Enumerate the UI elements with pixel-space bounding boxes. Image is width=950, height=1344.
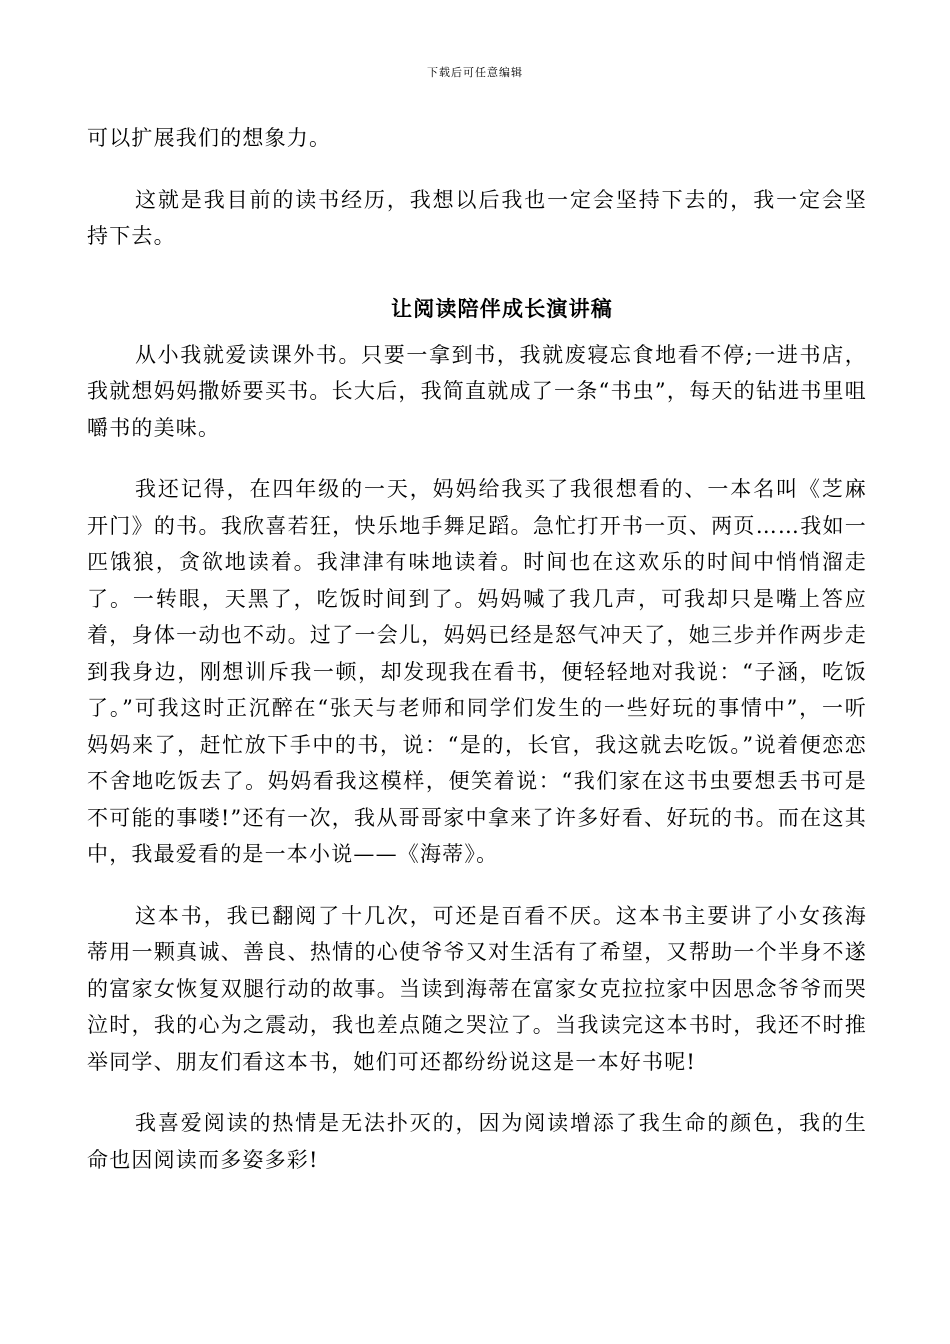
paragraph-continuation: 可以扩展我们的想象力。 [87,126,332,150]
page-header: 下载后可任意编辑 [427,66,523,79]
paragraph-4: 我喜爱阅读的热情是无法扑灭的，因为阅读增添了我生命的颜色，我的生命也因阅读而多姿多彩! [87,1111,867,1172]
paragraph-closing: 这就是我目前的读书经历，我想以后我也一定会坚持下去的，我一定会坚持下去。 [87,187,867,248]
speech-title: 让阅读陪伴成长演讲稿 [391,295,613,321]
paragraph-2: 我还记得，在四年级的一天，妈妈给我买了我很想看的、一本名叫《芝麻开门》的书。我欣喜若狂，快乐地手舞足蹈。急忙打开书一页、两页……我如一匹饿狼，贪欲地读着。我津津有味地读着。时间也在这欢乐的时间中悄悄溜走了。一转眼，天黑了，吃饭时间到了。妈妈喊了我几声，可我却只是嘴上答应着，身体一动也不动。过了一会儿，妈妈已经是怒气冲天了，她三步并作两步走到我身边，刚想训斥我一顿，却发现我在看书，便轻轻地对我说：“子涵，吃饭了。”可我这时正沉醉在“张天与老师和同学们发生的一些好玩的事情中”，一听妈妈来了，赶忙放下手中的书，说：“是的，长官，我这就去吃饭。”说着便恋恋不舍地吃饭去了。妈妈看我这模样，便笑着说：“我们家在这书虫要想丢书可是不可能的事喽!”还有一次，我从哥哥家中拿来了许多好看、好玩的书。而在这其中，我最爱看的是一本小说——《海蒂》。 [87,477,867,866]
paragraph-3: 这本书，我已翻阅了十几次，可还是百看不厌。这本书主要讲了小女孩海蒂用一颗真诚、善良、热情的心使爷爷又对生活有了希望，又帮助一个半身不遂的富家女恢复双腿行动的故事。当读到海蒂在富家女克拉拉家中因思念爷爷而哭泣时，我的心为之震动，我也差点随之哭泣了。当我读完这本书时，我还不时推举同学、朋友们看这本书，她们可还都纷纷说这是一本好书呢! [87,903,867,1074]
paragraph-1: 从小我就爱读课外书。只要一拿到书，我就废寝忘食地看不停;一进书店，我就想妈妈撒娇要买书。长大后，我简直就成了一条“书虫”，每天的钻进书里咀嚼书的美味。 [87,342,867,440]
document-body [87,120,867,1178]
